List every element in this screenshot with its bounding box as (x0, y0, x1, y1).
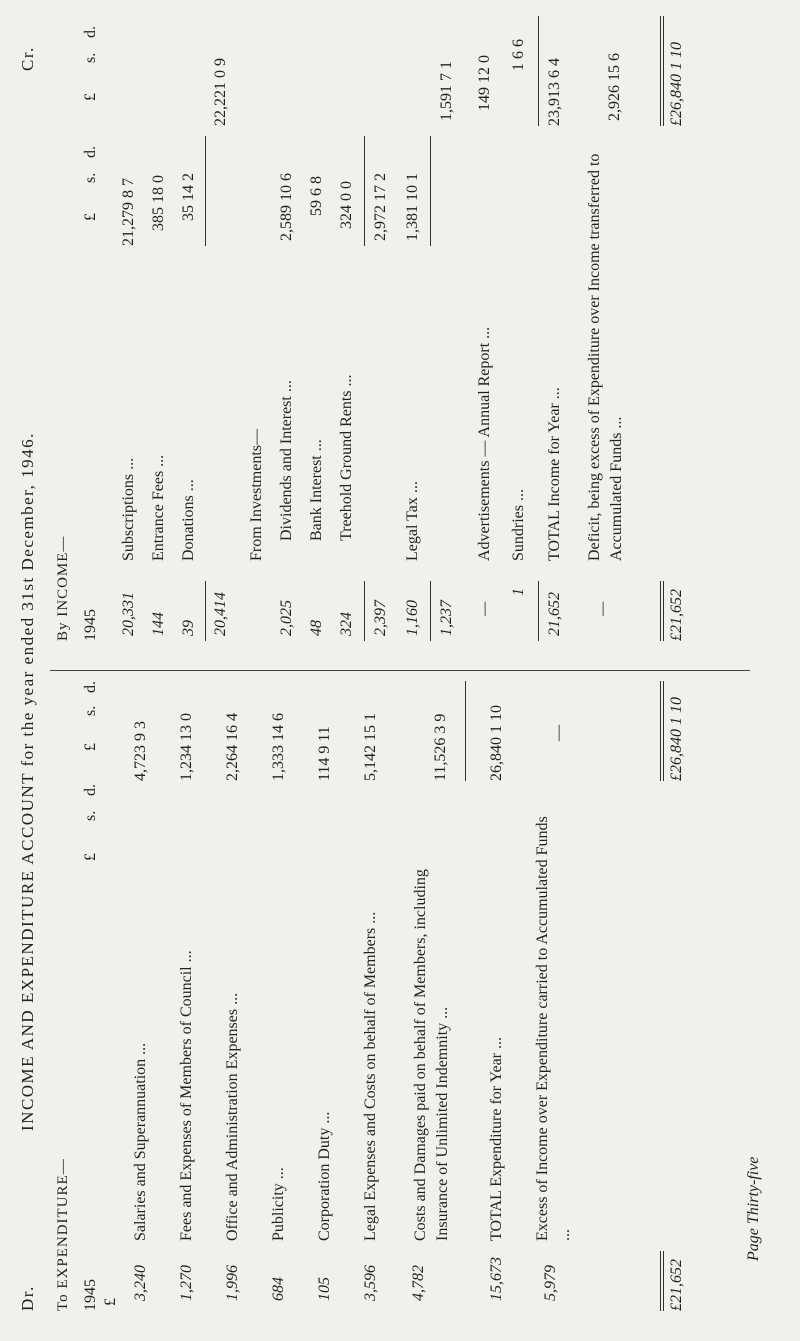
inc-prior: 20,331 (120, 592, 137, 636)
inc-prior: 144 (150, 612, 167, 636)
exp-total-amount: 26,840 1 10 (488, 705, 505, 781)
expenditure-prior-year-heading: 1945 (82, 1279, 99, 1311)
inc-row: Donations ... (180, 479, 197, 561)
page-number: Page Thirty-five (745, 1156, 762, 1261)
exp-prior: 105 (316, 1277, 333, 1301)
exp-total-row: TOTAL Expenditure for Year ... (488, 1036, 505, 1241)
inc-amount: 22,221 0 9 (212, 58, 229, 126)
inc-prior-subtotal-rule (205, 581, 206, 641)
exp-prior: 1,996 (224, 1265, 241, 1301)
exp-row: Salaries and Superannuation ... (132, 1042, 149, 1241)
exp-prior-total-rule (660, 1251, 664, 1311)
income-title: By INCOME— (55, 535, 71, 641)
inc-prior-subtotal-rule (430, 581, 431, 641)
inc-subtotal-rule (205, 136, 206, 246)
exp-row: Costs and Damages paid on behalf of Members, including Insurance of Unlimited Indemnity ... (412, 869, 451, 1241)
inc-col2-pound: £ (82, 93, 99, 101)
exp-col2-pence: d. (82, 681, 99, 693)
exp-col2-shilling: s. (82, 705, 99, 716)
inc-amount: 1,591 7 1 (438, 61, 455, 121)
exp-grand-total: £26,840 1 10 (668, 697, 685, 781)
inc-subtotal-rule (364, 136, 365, 246)
inc-prior: 20,414 (212, 592, 229, 636)
inc-row: Legal Tax ... (404, 481, 421, 561)
inc-row: Treehold Ground Rents ... (338, 374, 355, 541)
exp-prior: 3,240 (132, 1265, 149, 1301)
inc-section: From Investments— (248, 429, 265, 561)
exp-col1-pound: £ (82, 853, 99, 861)
inc-amount: 1 6 6 (510, 39, 527, 71)
income-prior-year-heading: 1945 (82, 609, 99, 641)
inc-col1-pence: d. (82, 146, 99, 158)
inc-prior: 1,237 (438, 600, 455, 636)
exp-col1-pence: d. (82, 784, 99, 796)
inc-grand-rule (660, 16, 664, 126)
exp-row: Legal Expenses and Costs on behalf of Members ... (362, 911, 379, 1241)
exp-row: Excess of Income over Expenditure carried to Accumulated Funds ... (534, 816, 573, 1241)
exp-col2-pound: £ (82, 743, 99, 751)
exp-prior: 15,673 (488, 1257, 505, 1301)
inc-row: Bank Interest ... (308, 439, 325, 541)
exp-amount: 5,142 15 1 (362, 713, 379, 781)
exp-prior-grand-total: £21,652 (668, 1259, 685, 1311)
inc-amount: 324 0 0 (338, 181, 355, 229)
exp-amount: 11,526 3 9 (432, 713, 449, 781)
inc-amount: 149 12 0 (476, 55, 493, 111)
inc-row: Entrance Fees ... (150, 454, 167, 561)
inc-total-amount: 23,913 6 4 (546, 58, 563, 126)
exp-amount: 4,723 9 3 (132, 721, 149, 781)
inc-col1-shilling: s. (82, 172, 99, 183)
exp-amount: — (550, 725, 567, 741)
inc-prior: — (476, 601, 493, 616)
inc-prior: 1 (510, 588, 527, 596)
inc-prior: 2,397 (372, 600, 389, 636)
center-divider (50, 670, 750, 671)
credit-label: Cr. (18, 46, 37, 71)
debit-label: Dr. (18, 1285, 37, 1311)
inc-amount: 35 14 2 (180, 173, 197, 221)
inc-prior-total-rule (538, 581, 539, 641)
inc-col2-pence: d. (82, 26, 99, 38)
exp-col1-shilling: s. (82, 810, 99, 821)
inc-prior: 21,652 (546, 592, 563, 636)
inc-prior: 39 (180, 620, 197, 636)
inc-col2-shilling: s. (82, 52, 99, 63)
exp-prior: 684 (270, 1277, 287, 1301)
inc-amount: 2,972 17 2 (372, 173, 389, 241)
exp-amount: 1,333 14 6 (270, 713, 287, 781)
account-title: INCOME AND EXPENDITURE ACCOUNT for the year ended 31st December, 1946. (18, 432, 37, 1131)
exp-amount: 114 9 11 (316, 726, 333, 781)
inc-prior: 48 (308, 620, 325, 636)
exp-subtotal-rule (465, 681, 466, 781)
inc-prior-grand-rule (660, 581, 664, 641)
inc-prior-grand-total: £21,652 (668, 589, 685, 641)
exp-row: Corporation Duty ... (316, 1111, 333, 1241)
inc-row: Advertisements — Annual Report ... (476, 326, 493, 561)
inc-prior: 1,160 (404, 600, 421, 636)
exp-row: Fees and Expenses of Members of Council ... (178, 950, 195, 1241)
inc-row: Subscriptions ... (120, 457, 137, 561)
exp-total-rule (660, 681, 664, 781)
inc-subtotal-rule (430, 136, 431, 246)
inc-amount: 59 6 8 (308, 176, 325, 216)
exp-row: Office and Administration Expenses ... (224, 992, 241, 1241)
exp-amount: 1,234 13 0 (178, 713, 195, 781)
inc-row: Sundries ... (510, 489, 527, 561)
inc-prior: — (594, 601, 611, 616)
inc-total-row: TOTAL Income for Year ... (546, 387, 563, 561)
inc-amount: 21,279 8 7 (120, 178, 137, 246)
inc-amount: 2,926 15 6 (606, 53, 623, 121)
inc-amount: 385 18 0 (150, 175, 167, 231)
expenditure-prior-year-unit: £ (102, 1298, 119, 1306)
exp-amount: 2,264 16 4 (224, 713, 241, 781)
inc-amount: 1,381 10 1 (404, 173, 421, 241)
exp-prior: 3,596 (362, 1265, 379, 1301)
inc-total-rule (538, 16, 539, 126)
inc-amount: 2,589 10 6 (278, 173, 295, 241)
inc-prior: 324 (338, 612, 355, 636)
inc-row: Deficit, being excess of Expenditure over Income transferred to Accumulated Funds ... (586, 153, 625, 561)
exp-prior: 4,782 (410, 1265, 427, 1301)
inc-prior-subtotal-rule (364, 581, 365, 641)
expenditure-title: To EXPENDITURE— (55, 1158, 71, 1311)
exp-prior: 1,270 (178, 1265, 195, 1301)
exp-row: Publicity ... (270, 1167, 287, 1241)
inc-grand-total: £26,840 1 10 (668, 42, 685, 126)
inc-col1-pound: £ (82, 213, 99, 221)
exp-prior: 5,979 (542, 1265, 559, 1301)
inc-prior: 2,025 (278, 600, 295, 636)
inc-row: Dividends and Interest ... (278, 380, 295, 541)
